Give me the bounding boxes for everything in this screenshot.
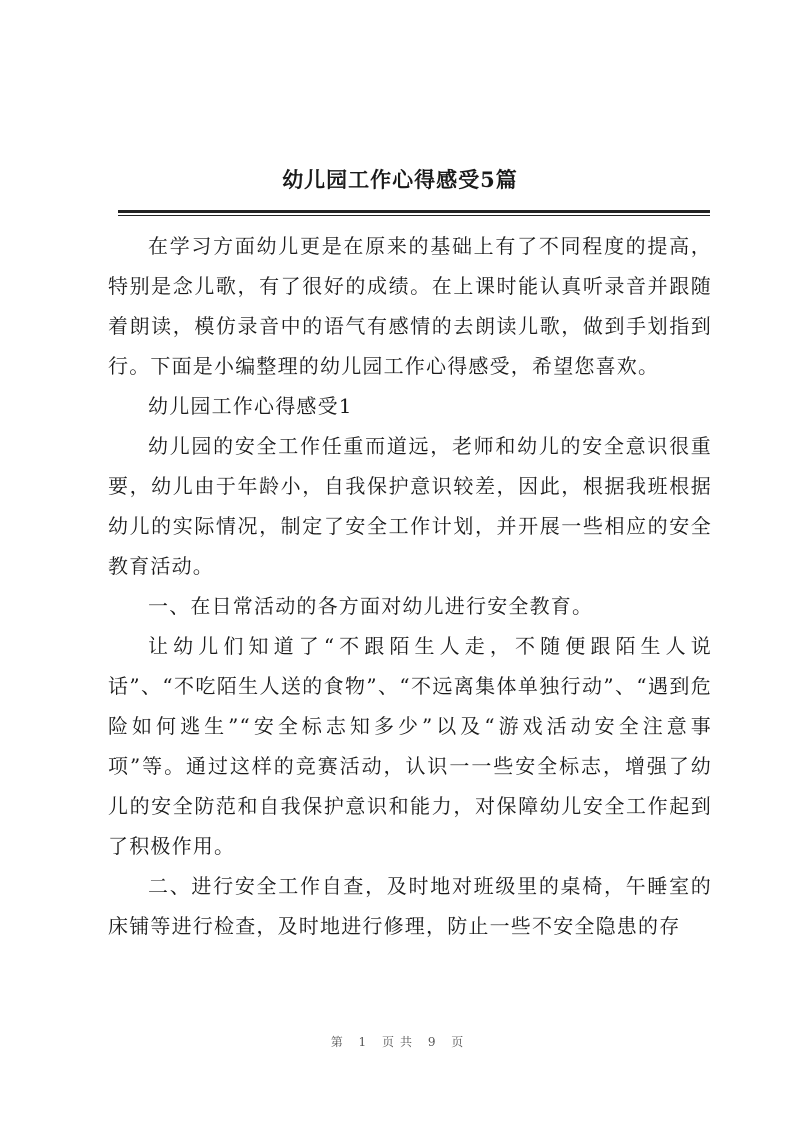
section-heading: 一、在日常活动的各方面对幼儿进行安全教育。	[148, 594, 594, 618]
document-title: 幼儿园工作心得感受5篇	[282, 167, 518, 192]
paragraph: 让幼儿们知道了“不跟陌生人走，不随便跟陌生人说话”、“不吃陌生人送的食物”、“不远离集体单独行动”、“遇到危险如何逃生”“安全标志知多少”以及“游戏活动安全注意事项”等。通过这样的竞赛活动，认识一一些安全标志，增强了幼儿的安全防范和自我保护意识和能力，对保障幼儿安全工作起到了积极作用。	[108, 634, 712, 858]
title-underline-thick	[118, 210, 710, 213]
paragraph: 在学习方面幼儿更是在原来的基础上有了不同程度的提高，特别是念儿歌，有了很好的成绩。在上课时能认真听录音并跟随着朗读，模仿录音中的语气有感情的去朗读儿歌，做到手划指到行。下面是小编整理的幼儿园工作心得感受，希望您喜欢。	[108, 234, 712, 378]
paragraph: 幼儿园的安全工作任重而道远，老师和幼儿的安全意识很重要，幼儿由于年龄小，自我保护意识较差，因此，根据我班根据幼儿的实际情况，制定了安全工作计划，并开展一些相应的安全教育活动。	[108, 434, 712, 578]
document-body	[108, 226, 712, 946]
title-underline-thin	[118, 215, 710, 216]
page-number-footer: 第 1 页共 9 页	[330, 1035, 470, 1049]
section-heading: 幼儿园工作心得感受1	[148, 394, 353, 418]
paragraph: 二、进行安全工作自查，及时地对班级里的桌椅，午睡室的床铺等进行检查，及时地进行修理，防止一些不安全隐患的存	[108, 874, 712, 938]
